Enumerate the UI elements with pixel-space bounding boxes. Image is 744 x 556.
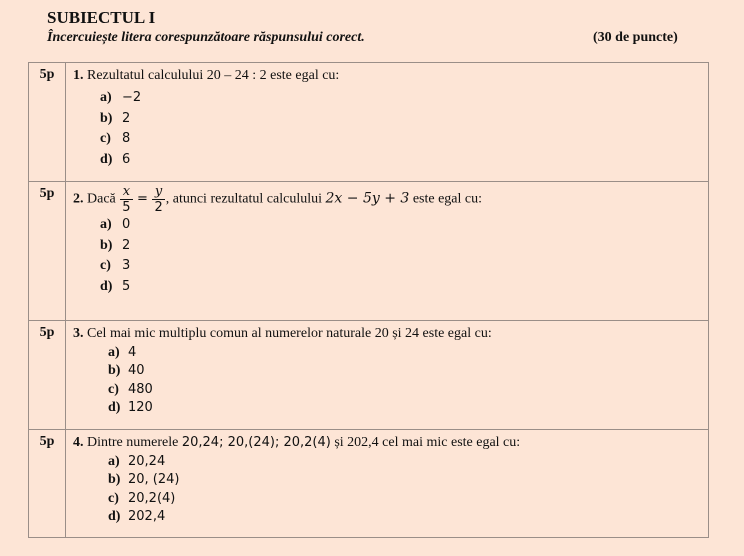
points-cell: 5p xyxy=(29,182,66,321)
question-statement: Rezultatul calculului 20 – 24 : 2 este egal cu: xyxy=(87,68,340,83)
question-number: 2. xyxy=(73,191,84,207)
option-value: 120 xyxy=(128,399,153,415)
question-body xyxy=(66,430,709,538)
option-value: 2 xyxy=(122,237,131,253)
option-value: 20, (24) xyxy=(128,472,180,488)
total-points: (30 de puncte) xyxy=(593,30,678,45)
fraction-numerator: y xyxy=(152,184,164,200)
option-value: 20,2(4) xyxy=(128,490,176,506)
fraction-denominator: 5 xyxy=(122,200,131,215)
option-c[interactable] xyxy=(100,129,708,150)
option-letter: d) xyxy=(100,151,113,167)
option-letter: c) xyxy=(108,490,119,506)
option-d[interactable] xyxy=(100,150,708,171)
questions-table xyxy=(28,62,709,538)
option-c[interactable] xyxy=(108,381,708,399)
option-letter: c) xyxy=(100,131,111,146)
question-body xyxy=(66,182,709,321)
option-value: 480 xyxy=(128,381,153,397)
option-d[interactable] xyxy=(108,508,708,526)
option-b[interactable] xyxy=(100,109,708,130)
instruction-text: Încercuiește litera corespunzătoare răspunsului corect. xyxy=(47,30,365,45)
option-letter: b) xyxy=(100,110,113,126)
question-text xyxy=(73,67,708,85)
option-letter: d) xyxy=(108,508,121,524)
option-value: 0 xyxy=(122,217,131,232)
question-end: este egal cu: xyxy=(412,191,482,207)
option-a[interactable] xyxy=(108,344,708,362)
option-c[interactable] xyxy=(108,490,708,508)
points-cell: 5p xyxy=(29,430,66,538)
option-b[interactable] xyxy=(108,471,708,489)
option-b[interactable] xyxy=(100,236,708,257)
option-a[interactable] xyxy=(100,215,708,236)
fraction-x-over-5 xyxy=(120,184,132,215)
options-list xyxy=(108,344,708,417)
option-b[interactable] xyxy=(108,362,708,380)
option-letter: b) xyxy=(108,363,121,379)
option-value: 202,4 xyxy=(128,508,166,524)
question-text xyxy=(73,325,708,343)
section-title: SUBIECTUL I xyxy=(47,8,156,27)
points-cell: 5p xyxy=(29,321,66,430)
option-d[interactable] xyxy=(100,277,708,298)
option-value: 5 xyxy=(122,278,131,294)
option-a[interactable] xyxy=(100,88,708,109)
question-suffix: , atunci rezultatul calculului xyxy=(165,191,323,207)
fraction-denominator: 2 xyxy=(154,200,163,215)
option-letter: b) xyxy=(108,472,121,488)
option-letter: a) xyxy=(100,217,112,232)
fraction-y-over-2 xyxy=(152,184,164,215)
options-list xyxy=(108,453,708,526)
question-prefix: Dintre numerele xyxy=(87,435,179,450)
question-body xyxy=(66,321,709,430)
option-value: 6 xyxy=(122,151,131,167)
question-number: 1. xyxy=(73,68,84,83)
question-end: cel mai mic este egal cu: xyxy=(382,435,521,450)
option-c[interactable] xyxy=(100,256,708,277)
equals-sign: = xyxy=(137,191,148,207)
option-value: 2 xyxy=(122,110,131,126)
option-d[interactable] xyxy=(108,399,708,417)
option-letter: a) xyxy=(100,90,112,105)
fraction-numerator: x xyxy=(120,184,132,200)
points-cell: 5p xyxy=(29,63,66,182)
option-value: 4 xyxy=(128,345,137,360)
question-text xyxy=(73,434,708,452)
question-body xyxy=(66,63,709,182)
option-letter: d) xyxy=(100,278,113,294)
number-list: 20,24; 20,(24); 20,2(4) xyxy=(181,435,331,450)
options-list xyxy=(100,215,708,297)
options-list xyxy=(100,88,708,170)
option-letter: a) xyxy=(108,345,120,360)
question-row-2 xyxy=(29,182,709,321)
option-letter: c) xyxy=(108,381,119,397)
option-letter: d) xyxy=(108,399,121,415)
math-expression: 2x − 5y + 3 xyxy=(325,190,410,207)
last-number: 202,4 xyxy=(347,435,379,450)
option-a[interactable] xyxy=(108,453,708,471)
option-value: 20,24 xyxy=(128,454,166,469)
option-value: 40 xyxy=(128,363,145,379)
question-number: 4. xyxy=(73,435,84,450)
option-letter: b) xyxy=(100,237,113,253)
question-row-1 xyxy=(29,63,709,182)
option-value: 3 xyxy=(122,258,131,273)
question-statement: Cel mai mic multiplu comun al numerelor naturale 20 și 24 este egal cu: xyxy=(87,326,492,341)
question-text xyxy=(73,184,708,215)
option-value: 8 xyxy=(122,131,131,146)
question-number: 3. xyxy=(73,326,84,341)
question-prefix: Dacă xyxy=(87,191,116,207)
option-value: −2 xyxy=(122,90,142,105)
option-letter: a) xyxy=(108,454,120,469)
question-row-3 xyxy=(29,321,709,430)
option-letter: c) xyxy=(100,258,111,273)
question-row-4 xyxy=(29,430,709,538)
question-mid: și xyxy=(334,435,344,450)
